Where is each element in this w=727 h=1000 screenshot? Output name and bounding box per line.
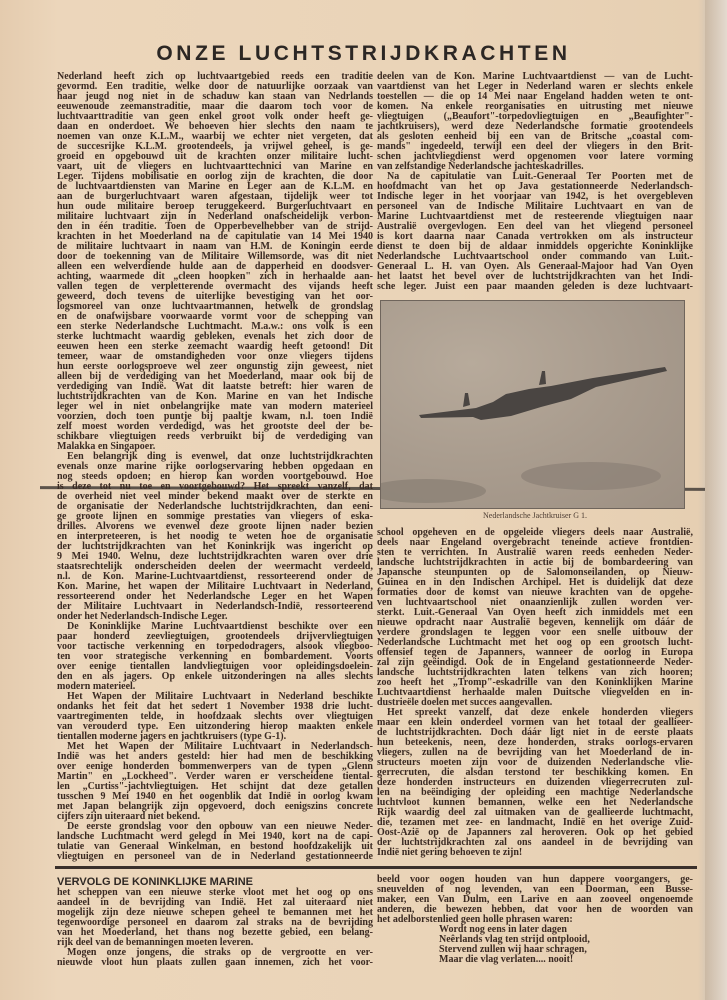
text-line: toestellen — die op 14 Mei naar Engeland hadden weten te ont- bbox=[377, 91, 693, 102]
page-title: ONZE LUCHTSTRIJDKRACHTEN bbox=[156, 42, 571, 65]
paragraph bbox=[57, 742, 373, 822]
text-line: hoofdmacht van het op Java gestationneerde Nederlandsch- bbox=[377, 181, 693, 192]
text-line: de succesrijke K.L.M. grootendeels, ja vrijwel geheel, is ge- bbox=[57, 141, 373, 152]
text-line: mogelijk zijn deze nieuwe schepen geheel te bemannen met het bbox=[57, 907, 373, 918]
text-line: zelf moest worden verdedigd, was het grootste deel der be- bbox=[57, 421, 373, 432]
text-line: eeuwen heen een sterke zeemacht waardig heeft getoond! Dit bbox=[57, 341, 373, 352]
text-line: groeid en opgebouwd uit de krachten onzer militaire lucht- bbox=[57, 151, 373, 162]
text-line: De Koninklijke Marine Luchtvaartdienst beschikte over een bbox=[67, 621, 373, 632]
text-line: achting, waarmede dit „cleen hoopken" zich in herhaalde aan- bbox=[57, 271, 373, 282]
text-line: en de onafwijsbare voorwaarde vormt voor de schepping van bbox=[57, 311, 373, 322]
text-line: n.l. de Kon. Marine-Luchtvaartdienst, ressorteerend onder de bbox=[57, 571, 373, 582]
text-line: ondanks het feit dat het sedert 1 November 1938 drie lucht- bbox=[57, 701, 373, 712]
text-line: sneuvelden of nog levenden, van een Doorman, een Busse- bbox=[377, 884, 693, 895]
text-line: ressorteerend onder het Nederlandsche Leger en het Wapen bbox=[57, 591, 373, 602]
text-line: 9 Mei 1940. Welnu, deze luchtstrijdkrachten waren over drie bbox=[57, 551, 373, 562]
text-line: ten voor strategische verkenning en bombardement. Voorts bbox=[57, 651, 373, 662]
text-line: personeel van de Indische Militaire Luchtvaart en van de bbox=[377, 201, 693, 212]
text-line: cijfers zijn uiteraard niet bekend. bbox=[57, 811, 201, 822]
text-line: Met het Wapen der Militaire Luchtvaart in Nederlandsch- bbox=[67, 741, 373, 752]
text-line: deels naar Engeland overgebracht teneinde actieve frontdien- bbox=[377, 537, 693, 548]
paragraph bbox=[57, 692, 373, 742]
text-line: structeurs moeten zijn voor de duizenden Nederlandsche vlie- bbox=[377, 757, 693, 768]
text-line: gerrecruten, die alsdan terstond ter beschikking komen. En bbox=[377, 767, 693, 778]
text-line: Een belangrijk ding is evenwel, dat onze luchtstrijdkrachten bbox=[67, 451, 373, 462]
text-line: dustrieële doelen met succes aangevallen. bbox=[377, 697, 553, 708]
text-line: Stervend zullen wij haar schragen, bbox=[439, 944, 587, 955]
text-line: deelen van de Kon. Marine Luchtvaartdienst — van de Lucht- bbox=[377, 71, 693, 82]
text-line: sterkt. Luit.-Generaal Van Oyen heeft zich inmiddels met een bbox=[377, 607, 693, 618]
text-line: Luchtvaartdienst herhaalde malen Duitsche vliegvelden en in- bbox=[377, 687, 693, 698]
text-line: een sterke Nederlandsche Luchtmacht. M.a.w.: ons volk is een bbox=[57, 321, 373, 332]
text-line: anderen, die bewezen hebben, dat voor hen de woorden van bbox=[377, 904, 693, 915]
text-line: Kon. Marine, het wapen der Militaire Luchtvaart in Nederland, bbox=[57, 581, 373, 592]
text-line: sten te verrichten. In Australië waren reeds eenheden Neder- bbox=[377, 547, 693, 558]
text-line: vliegtuigen („Beaufort"-torpedovliegtuigen en „Beaufighter"- bbox=[377, 111, 693, 122]
text-line: offensief tegen de Japanners, wanneer de oorlog in Europa bbox=[377, 647, 693, 658]
text-line: rijk deel van de bemanningen moeten leveren. bbox=[57, 937, 254, 948]
text-line: schikbare vliegtuigen reeds verbruikt bij de verdediging van bbox=[57, 431, 373, 442]
text-line: vaartdienst van het Leger in Nederland waren er slechts enkele bbox=[377, 81, 693, 92]
text-line: nog steeds opdoen; en hierop kan worden voortgebouwd. Hoe bbox=[57, 471, 373, 482]
text-line: over eenige tientallen landvliegtuigen voor opleidingsdoelein- bbox=[57, 661, 373, 672]
text-line: eeuwenoude zeemanstraditie, maar die daarom toch voor de bbox=[57, 101, 373, 112]
text-line: Japansche steunpunten op de Salomonseilanden, op Nieuw- bbox=[377, 567, 693, 578]
text-line: als gesloten eenheid bij een van de Britsche „coastal com- bbox=[377, 131, 693, 142]
text-line: tientallen moderne jagers en jachtkruisers (type G-1). bbox=[57, 731, 287, 742]
text-line: de overheid niet veel minder bekend maakt over de sterkte en bbox=[57, 491, 373, 502]
text-line: formaties door de komst van nieuwe krachten van de opgehe- bbox=[377, 587, 693, 598]
text-line: is deze tot nu toe en voortgebouwd? Het spreekt vanzelf, dat bbox=[57, 481, 373, 492]
text-line: school opgeheven en de opgeleide vliegers deels naar Australië, bbox=[377, 527, 693, 538]
text-line: luchtstrijdkrachten van de Kon. Marine en van het Indische bbox=[57, 391, 373, 402]
scan-edge bbox=[705, 0, 727, 1000]
text-line: jachtkruisers), werd deze Nederlandsche formatie grootendeels bbox=[377, 121, 693, 132]
text-line: Nederland heeft zich op luchtvaartgebied reeds een traditie bbox=[57, 71, 373, 82]
text-line: zal zijn geëindigd. Ook de in Engeland gestationneerde Neder- bbox=[377, 657, 693, 668]
paragraph bbox=[377, 72, 693, 172]
text-line: Martin" en „Lockheed". Verder waren er verscheidene tiental- bbox=[57, 771, 373, 782]
text-line: tegenwoordige personeel en daarom zal straks na de bevrijding bbox=[57, 917, 373, 928]
text-line: landsche luchtstrijdkrachten laten telkens van zich hooren; bbox=[377, 667, 693, 678]
text-line: de luchtvaartdiensten van Marine en Leger aan de K.L.M. en bbox=[57, 181, 373, 192]
text-line: Indië was het anders gesteld: hier had men de beschikking bbox=[57, 751, 373, 762]
paragraph bbox=[377, 172, 693, 292]
text-line: Wordt nog eens in later dagen bbox=[439, 924, 567, 935]
text-line: onder het Nederlandsch-Indische Leger. bbox=[57, 611, 228, 622]
text-line: nieuwde vloot hun plaats zullen gaan innemen, zich het voor- bbox=[57, 957, 373, 968]
text-line: Leger. Tijdens mobilisatie en oorlog zijn de krachten, die door bbox=[57, 171, 373, 182]
left-column bbox=[57, 72, 373, 862]
text-line: vliegtuigen en personeel van de in Nederland gestationneerde bbox=[57, 851, 373, 862]
text-line: Indië niet gering behoeven te zijn! bbox=[377, 847, 523, 858]
text-line: geweerd, doch tevens de uiterlijke bevestiging van het oor- bbox=[57, 291, 373, 302]
paragraph bbox=[377, 528, 693, 708]
continuation-left-column bbox=[57, 888, 373, 968]
text-line: Na de capitulatie van Luit.-Generaal Ter Poorten met de bbox=[387, 171, 693, 182]
paragraph bbox=[57, 948, 373, 968]
text-line: Indische leger in het voorjaar van 1942, is het overgebleven bbox=[377, 191, 693, 202]
text-line: dienst te doen bij de aldaar inmiddels opgerichte Koninklijke bbox=[377, 241, 693, 252]
text-line: Mogen onze jongens, die straks op de vergrootte en ver- bbox=[67, 947, 373, 958]
text-line: Nederlandsche Luchtmacht met het oog op een grootsch lucht- bbox=[377, 637, 693, 648]
text-line: drilles. Alvorens we evenwel deze groote lijnen nader bezien bbox=[57, 521, 373, 532]
text-line: len „Curtiss"-jachtvliegtuigen. Het schijnt dat deze getallen bbox=[57, 781, 373, 792]
paragraph bbox=[57, 452, 373, 622]
text-line: staatsrechtelijk onderscheiden deelen der weermacht verdeeld, bbox=[57, 561, 373, 572]
text-line: sterke luchtmacht waardig gebleken, evenals het zich door de bbox=[57, 331, 373, 342]
text-line: aandeel in de bevrijding van Indië. Het zal uiteraard niet bbox=[57, 897, 373, 908]
text-line: de militaire luchtvaart in naam van H.M. de Koningin eerde bbox=[57, 241, 373, 252]
text-line: verdediging van Indië. Wat dit laatste betreft: hier waren de bbox=[57, 381, 373, 392]
text-line: hun eerste oorlogsproeve wel zeer ongunstig zijn geweest, niet bbox=[57, 361, 373, 372]
text-line: der Militaire Luchtvaart in Nederlandsch-Indië, ressorteerend bbox=[57, 601, 373, 612]
text-line: der luchtstrijdkrachten van het Koninkrijk was ingericht op bbox=[57, 541, 373, 552]
text-line: van het Moederland, het thans nog bezette gebied, een belang- bbox=[57, 927, 373, 938]
text-line: vliegers, zullen na de bevrijding van het Moederland de in- bbox=[377, 747, 693, 758]
text-line: die, tezamen met zee- en landmacht, Indië en het overige Zuid- bbox=[377, 817, 693, 828]
paragraph bbox=[377, 875, 693, 925]
text-line: leger wel in niet onbelangrijke mate van modern materieel bbox=[57, 401, 373, 412]
text-line: evenals onze marine rijke oorlogservaring hebben opgedaan en bbox=[57, 461, 373, 472]
text-line: tusschen 9 Mei 1940 en het oogenblik dat Indië in oorlog kwam bbox=[57, 791, 373, 802]
text-line: zoo heeft het „Tromp"-eskadrille van den Koninklijken Marine bbox=[377, 677, 693, 688]
text-line: voor tactische verkenning en torpedodragers, alsook vliegboo- bbox=[57, 641, 373, 652]
text-line: met Japan belangrijk zijn opgevoerd, doch eenigszins concrete bbox=[57, 801, 373, 812]
verse bbox=[377, 925, 693, 965]
text-line: daan en onderdoet. We behoeven hier slechts den naam te bbox=[57, 121, 373, 132]
text-line: sche leger. Juist een paar maanden geleden is deze luchtvaart- bbox=[377, 281, 693, 292]
text-line: Oost-Azië op de Japanners zal heroveren. Ook op het gebied bbox=[377, 827, 693, 838]
text-line: maker, een Van Dulm, een Larive en aan zooveel ongenoemde bbox=[377, 894, 693, 905]
text-line: Marine Luchtvaartdienst met de resteerende vliegtuigen naar bbox=[377, 211, 693, 222]
text-line: maar een klein onderdeel vormen van het totaal der geallieer- bbox=[377, 717, 693, 728]
text-line: luchtvaarttraditie van geen enkel groot volk onder heeft ge- bbox=[57, 111, 373, 122]
text-line: der luchtstrijdkrachten zal ons aandeel in de bevrijding van bbox=[377, 837, 693, 848]
text-line: het adelborstenlied geen holle phrasen waren: bbox=[377, 914, 573, 925]
right-column-top bbox=[377, 72, 693, 292]
text-line: het laatst het bevel over de luchtstrijdkrachten van het Indi- bbox=[377, 271, 693, 282]
text-line: het scheppen van een nieuwe sterke vloot met het oog op ons bbox=[57, 887, 373, 898]
right-column-bottom bbox=[377, 528, 693, 858]
continuation-right-column bbox=[377, 875, 693, 965]
text-line: De eerste grondslag voor den opbouw van een nieuwe Neder- bbox=[67, 821, 373, 832]
text-line: over eenige honderden bommenwerpers van de typen „Glenn bbox=[57, 761, 373, 772]
text-line: nieuwe opdracht naar Australië begeven, kennelijk om dáár de bbox=[377, 617, 693, 628]
text-line: den in één traditie. Toen de Opperbevelhebber van de strijd- bbox=[57, 221, 373, 232]
text-line: alleen bij de verdediging van het Moederland, maar ook bij de bbox=[57, 371, 373, 382]
text-line: luchtvloot kunnen bemannen, welke een het Nederlandsche bbox=[377, 797, 693, 808]
text-line: mands" ingedeeld, terwijl een deel der vliegers in den Brit- bbox=[377, 141, 693, 152]
text-line: Guinea en in den Indischen Archipel. Het is duidelijk dat deze bbox=[377, 577, 693, 588]
text-line: ge groote lijnen en sommige prestaties van vliegers of eska- bbox=[57, 511, 373, 522]
text-line: tulatie van Generaal Winkelman, en bestond hoofdzakelijk uit bbox=[57, 841, 373, 852]
text-line: haar jeugd nog niet in de schaduw kan staan van Nedrlands bbox=[57, 91, 373, 102]
paragraph bbox=[57, 888, 373, 948]
text-line: Rijk waardig deel zal uitmaken van de geallieerde luchtmacht, bbox=[377, 807, 693, 818]
text-line: den en als jagers. Op enkele uitzonderingen na alles slechts bbox=[57, 671, 373, 682]
text-line: gevormd. Een traditie, welke door de natuurlijke oorzaak van bbox=[57, 81, 373, 92]
text-line: Generaal L. H. van Oyen. Als Generaal-Majoor had Van Oyen bbox=[377, 261, 693, 272]
paragraph bbox=[57, 72, 373, 452]
text-line: krachten in het Moederland na de capitulatie van 14 Mei 1940 bbox=[57, 231, 373, 242]
aircraft-icon bbox=[381, 301, 684, 508]
text-line: Neêrlands vlag ten strijd ontplooid, bbox=[439, 934, 590, 945]
text-line: noemen van onze K.L.M., waarbij we echter niet vergeten, dat bbox=[57, 131, 373, 142]
paragraph bbox=[377, 708, 693, 858]
text-line: komen. Na enkele reorganisaties en uitrusting met nieuwe bbox=[377, 101, 693, 112]
text-line: is kort daarna naar Canada vertrokken om als instructeur bbox=[377, 231, 693, 242]
text-line: en interpreteeren, is het noodig te weten hoe de organisatie bbox=[57, 531, 373, 542]
text-line: hun beteekenis, neen, deze honderden, straks oorlogs-ervaren bbox=[377, 737, 693, 748]
text-line: de luchtstrijdkrachten. Doch dáár ligt niet in de eerste plaats bbox=[377, 727, 693, 738]
text-line: beeld voor oogen houden van hun dappere voorgangers, ge- bbox=[377, 874, 693, 885]
text-line: hun oude militaire beroep teruggekeerd. Burgerluchtvaart en bbox=[57, 201, 373, 212]
text-line: Nederlandsche Luchtvaartschool onder commando van Luit.- bbox=[377, 251, 693, 262]
continuation-heading: VERVOLG DE KONINKLIJKE MARINE bbox=[57, 876, 253, 888]
text-line: Malakka en Singapoer. bbox=[57, 441, 156, 452]
text-line: len na beëindiging der opleiding een machtige Nederlandsche bbox=[377, 787, 693, 798]
text-line: schen jachtvliegdienst werd opgenomen voor latere vorming bbox=[377, 151, 693, 162]
text-line: paar honderd zeevliegtuigen, grootendeels drijvervliegtuigen bbox=[57, 631, 373, 642]
paragraph bbox=[57, 822, 373, 862]
text-line: vaartregimenten telde, in hoofdzaak slechts over vliegtuigen bbox=[57, 711, 373, 722]
photo-caption: Nederlandsche Jachtkruiser G 1. bbox=[483, 511, 587, 520]
text-line: alleen een welverdiende hulde aan de dapperheid en doodsver- bbox=[57, 261, 373, 272]
text-line: van zelfstandige Nederlandsche jachteskadrilles. bbox=[377, 161, 584, 172]
text-line: van verouderd type. Een uitzondering hierop maakten enkele bbox=[57, 721, 373, 732]
text-line: militaire luchtvaart zijn in Nederland onafscheidelijk verbon- bbox=[57, 211, 373, 222]
text-line: voorzien, doch toen puntje bij paaltje kwam, n.l. toen Indië bbox=[57, 411, 373, 422]
text-line: aan de burgerluchtvaart waren afgestaan, tijdelijk weer tot bbox=[57, 191, 373, 202]
text-line: verdere grondslagen te leggen voor een snelle uitbouw der bbox=[377, 627, 693, 638]
text-line: deze honderden instructeurs en duizenden vliegerrecruten zul- bbox=[377, 777, 693, 788]
text-line: temeer, waar de omstandigheden voor onze vliegers tijdens bbox=[57, 351, 373, 362]
text-line: landsche luchtstrijdkrachten in actie bij de bombardeering van bbox=[377, 557, 693, 568]
text-line: door de toekenning van de Militaire Willemsorde, was dit niet bbox=[57, 251, 373, 262]
text-line: landsche Luchtmacht werd gelegd in Mei 1940, kort na de capi- bbox=[57, 831, 373, 842]
paragraph bbox=[57, 622, 373, 692]
text-line: modern materieel. bbox=[57, 681, 136, 692]
text-line: vallen tegen de verpletterende overmacht des vijands heeft bbox=[57, 281, 373, 292]
text-line: Maar die vlag verlaten.... nooit! bbox=[439, 954, 574, 965]
text-line: Australië overgevlogen. Een deel van het vliegend personeel bbox=[377, 221, 693, 232]
text-line: de organisatie der Nederlandsche luchtstrijdkrachten, dan eeni- bbox=[57, 501, 373, 512]
text-line: Het spreekt vanzelf, dat deze enkele honderden vliegers bbox=[387, 707, 693, 718]
text-line: vaart, uit de vliegers en luchtvaarttechnici van Marine en bbox=[57, 161, 373, 172]
text-line: ven luchtvaartschool niet onaanzienlijk zullen worden ver- bbox=[377, 597, 693, 608]
text-line: logsmoreel van onze luchtvaartmannen, hetwelk de grondslag bbox=[57, 301, 373, 312]
aircraft-photo bbox=[380, 300, 685, 509]
section-divider bbox=[55, 866, 697, 869]
text-line: Het Wapen der Militaire Luchtvaart in Nederland beschikte bbox=[67, 691, 373, 702]
